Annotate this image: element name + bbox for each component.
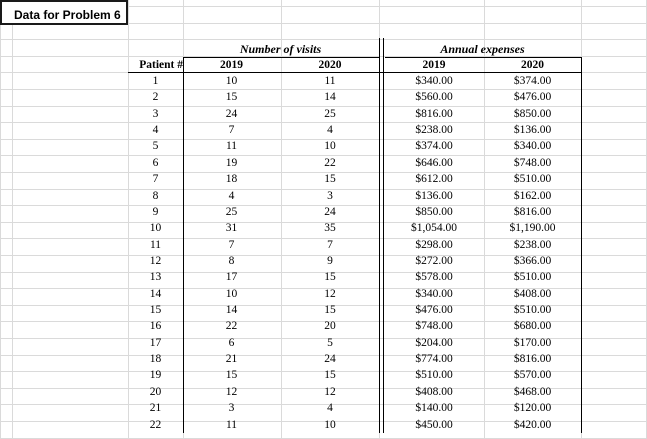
cell-visits-2019: 10 bbox=[225, 75, 238, 87]
cell-expenses-2020: $1,190.00 bbox=[509, 222, 556, 235]
cell-expenses-2020: $816.00 bbox=[513, 353, 552, 366]
cell-visits-2020: 5 bbox=[327, 336, 333, 349]
cell-visits-2020: 15 bbox=[324, 304, 336, 317]
cell-patient: 2 bbox=[152, 91, 159, 104]
cell-expenses-2020: $510.00 bbox=[513, 304, 552, 317]
cell-visits-2020: 4 bbox=[327, 402, 333, 415]
cell-patient: 21 bbox=[149, 402, 162, 415]
double-divider-right bbox=[383, 38, 384, 433]
gridline-col bbox=[12, 0, 13, 438]
visits-group-header: Number of visits bbox=[239, 42, 322, 56]
cell-visits-2020: 4 bbox=[327, 124, 333, 137]
cell-patient: 20 bbox=[149, 385, 162, 398]
cell-patient: 8 bbox=[152, 189, 159, 202]
cell-patient: 6 bbox=[152, 156, 159, 169]
cell-visits-2019: 7 bbox=[228, 124, 235, 137]
cell-visits-2019: 15 bbox=[225, 369, 238, 382]
cell-patient: 15 bbox=[149, 304, 162, 317]
gridline-col bbox=[0, 0, 1, 438]
cell-patient: 1 bbox=[152, 75, 159, 87]
cell-expenses-2019: $646.00 bbox=[415, 156, 453, 169]
cell-visits-2020: 11 bbox=[324, 75, 336, 87]
cell-visits-2020: 22 bbox=[324, 156, 336, 169]
cell-patient: 16 bbox=[149, 320, 162, 333]
expenses-2020-header: 2020 bbox=[521, 59, 544, 71]
cell-visits-2020: 3 bbox=[327, 189, 333, 202]
cell-expenses-2019: $298.00 bbox=[415, 238, 453, 251]
cell-patient: 14 bbox=[149, 287, 162, 300]
visits-2020-header: 2020 bbox=[318, 59, 342, 71]
cell-expenses-2019: $816.00 bbox=[415, 107, 453, 120]
cell-patient: 17 bbox=[149, 336, 162, 349]
cell-expenses-2020: $680.00 bbox=[513, 320, 552, 333]
cell-patient: 5 bbox=[152, 140, 159, 153]
patient-column-header: Patient # bbox=[139, 59, 183, 71]
cell-patient: 11 bbox=[149, 238, 162, 251]
cell-visits-2019: 3 bbox=[228, 402, 235, 415]
cell-visits-2019: 10 bbox=[225, 287, 238, 300]
cell-visits-2019: 11 bbox=[225, 418, 238, 431]
cell-expenses-2020: $238.00 bbox=[513, 238, 552, 251]
cell-visits-2020: 15 bbox=[324, 369, 336, 382]
cell-expenses-2020: $120.00 bbox=[513, 402, 552, 415]
cell-expenses-2019: $774.00 bbox=[415, 353, 453, 366]
cell-visits-2020: 7 bbox=[327, 238, 333, 251]
header-underline-expenses bbox=[385, 57, 581, 58]
cell-expenses-2019: $510.00 bbox=[415, 369, 453, 382]
cell-visits-2019: 19 bbox=[225, 156, 238, 169]
cell-expenses-2020: $748.00 bbox=[513, 156, 552, 169]
cell-patient: 4 bbox=[152, 124, 159, 137]
cell-visits-2019: 12 bbox=[225, 385, 238, 398]
cell-expenses-2020: $374.00 bbox=[513, 75, 552, 87]
cell-expenses-2019: $476.00 bbox=[415, 304, 453, 317]
cell-expenses-2020: $170.00 bbox=[513, 336, 552, 349]
cell-patient: 3 bbox=[152, 107, 159, 120]
cell-expenses-2019: $140.00 bbox=[415, 402, 453, 415]
cell-expenses-2019: $748.00 bbox=[415, 320, 453, 333]
cell-expenses-2019: $204.00 bbox=[415, 336, 453, 349]
cell-visits-2019: 15 bbox=[225, 91, 238, 104]
cell-expenses-2020: $420.00 bbox=[513, 418, 552, 431]
cell-expenses-2020: $468.00 bbox=[513, 385, 552, 398]
cell-visits-2019: 8 bbox=[228, 254, 235, 267]
expenses-right-border bbox=[581, 57, 582, 433]
cell-expenses-2020: $510.00 bbox=[513, 173, 552, 186]
cell-expenses-2020: $570.00 bbox=[513, 369, 552, 382]
cell-expenses-2020: $850.00 bbox=[513, 107, 552, 120]
cell-expenses-2019: $340.00 bbox=[415, 287, 453, 300]
cell-expenses-2020: $408.00 bbox=[513, 287, 552, 300]
cell-expenses-2020: $510.00 bbox=[513, 271, 552, 284]
cell-patient: 13 bbox=[149, 271, 162, 284]
cell-expenses-2019: $850.00 bbox=[415, 205, 453, 218]
cell-expenses-2019: $272.00 bbox=[415, 254, 453, 267]
cell-patient: 19 bbox=[149, 369, 162, 382]
cell-visits-2020: 10 bbox=[324, 418, 336, 431]
cell-expenses-2020: $136.00 bbox=[513, 124, 552, 137]
cell-visits-2020: 35 bbox=[324, 222, 336, 235]
visits-2019-header: 2019 bbox=[220, 59, 243, 71]
double-divider-left bbox=[379, 38, 380, 433]
cell-visits-2019: 17 bbox=[225, 271, 238, 284]
cell-visits-2020: 14 bbox=[324, 91, 336, 104]
gridline-row bbox=[0, 39, 647, 40]
cell-expenses-2019: $450.00 bbox=[415, 418, 453, 431]
cell-expenses-2019: $374.00 bbox=[415, 140, 453, 153]
cell-patient: 7 bbox=[152, 173, 159, 186]
cell-visits-2020: 12 bbox=[324, 385, 336, 398]
cell-expenses-2020: $162.00 bbox=[513, 189, 552, 202]
cell-visits-2020: 24 bbox=[324, 205, 336, 218]
cell-visits-2019: 21 bbox=[225, 353, 238, 366]
cell-expenses-2020: $476.00 bbox=[513, 91, 552, 104]
cell-expenses-2019: $238.00 bbox=[415, 124, 453, 137]
cell-visits-2020: 12 bbox=[324, 287, 336, 300]
cell-visits-2019: 7 bbox=[228, 238, 235, 251]
cell-visits-2019: 6 bbox=[228, 336, 235, 349]
cell-expenses-2020: $340.00 bbox=[513, 140, 552, 153]
cell-expenses-2019: $340.00 bbox=[415, 75, 453, 87]
cell-visits-2020: 10 bbox=[324, 140, 336, 153]
cell-expenses-2019: $136.00 bbox=[415, 189, 453, 202]
cell-expenses-2019: $408.00 bbox=[415, 385, 453, 398]
cell-visits-2020: 9 bbox=[327, 254, 333, 267]
cell-visits-2020: 25 bbox=[324, 107, 336, 120]
cell-expenses-2020: $816.00 bbox=[513, 205, 552, 218]
cell-patient: 10 bbox=[149, 222, 162, 235]
cell-visits-2020: 24 bbox=[324, 353, 336, 366]
cell-visits-2019: 14 bbox=[225, 304, 238, 317]
header-underline-visits bbox=[183, 57, 379, 58]
cell-expenses-2019: $1,054.00 bbox=[411, 222, 457, 235]
cell-visits-2020: 15 bbox=[324, 271, 336, 284]
cell-expenses-2019: $578.00 bbox=[415, 271, 453, 284]
cell-visits-2019: 31 bbox=[225, 222, 238, 235]
cell-patient: 18 bbox=[149, 353, 162, 366]
cell-visits-2019: 4 bbox=[228, 189, 235, 202]
cell-expenses-2019: $560.00 bbox=[415, 91, 453, 104]
expenses-2019-header: 2019 bbox=[422, 59, 446, 71]
cell-visits-2019: 18 bbox=[225, 173, 238, 186]
cell-visits-2020: 20 bbox=[324, 320, 336, 333]
cell-expenses-2019: $612.00 bbox=[415, 173, 453, 186]
cell-patient: 22 bbox=[149, 418, 162, 431]
cell-visits-2019: 22 bbox=[225, 320, 238, 333]
expenses-group-header: Annual expenses bbox=[440, 42, 525, 56]
cell-visits-2019: 11 bbox=[225, 140, 238, 153]
cell-patient: 12 bbox=[149, 254, 162, 267]
cell-visits-2019: 24 bbox=[225, 107, 238, 120]
selected-title-cell[interactable] bbox=[0, 0, 128, 25]
cell-expenses-2020: $366.00 bbox=[513, 254, 552, 267]
cell-visits-2019: 25 bbox=[225, 205, 238, 218]
cell-visits-2020: 15 bbox=[324, 173, 336, 186]
cell-patient: 9 bbox=[152, 205, 159, 218]
sheet-title: Data for Problem 6 bbox=[14, 8, 121, 22]
